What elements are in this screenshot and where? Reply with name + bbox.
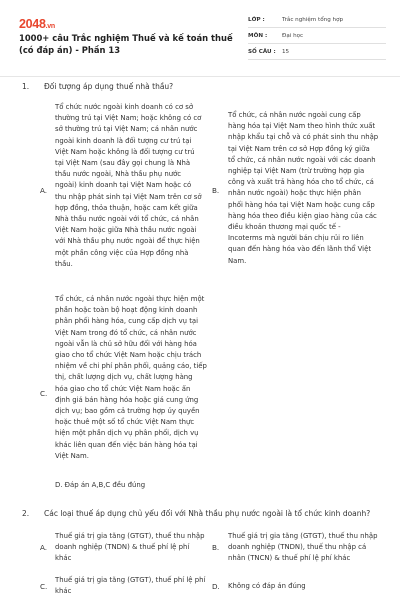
option-line: thường trú tại Việt Nam; hoặc không có cơ xyxy=(55,114,202,123)
option-line: thầu. xyxy=(55,259,73,268)
option-line: Thuế giá trị gia tăng (GTGT), thuế thu nhập xyxy=(228,532,378,540)
option-line: khác xyxy=(55,587,72,596)
option-line: định giá bán hàng hóa hoặc giá cung ứng xyxy=(55,395,199,404)
option-line: Thuế giá trị gia tăng (GTGT), thuế phí lệ phí xyxy=(55,576,206,584)
option-line: doanh nghiệp (TNDN) & thuế phí lệ phí xyxy=(55,543,190,552)
option-line: tại Việt Nam (sau đây gọi chung là Nhà xyxy=(55,159,191,168)
option-line: Việt Nam trong đó tổ chức, cá nhân nước xyxy=(55,328,197,337)
option-b-letter: B. xyxy=(212,543,220,552)
option-line: nghiệp tại Việt Nam (trừ trường hợp gia xyxy=(228,167,365,176)
option-line: thu nhập phát sinh tại Việt Nam trên cơ sở xyxy=(55,192,202,201)
option-line: nhập khẩu tại chỗ và có phát sinh thu nhập xyxy=(228,133,379,142)
option-line: tổ chức, cá nhân nước ngoài với các doanh xyxy=(228,155,376,164)
option-line: điều khoản thương mại quốc tế - xyxy=(228,223,341,232)
option-d-letter: D. xyxy=(212,582,220,591)
meta-row-count xyxy=(248,44,386,60)
option-line: khác liên quan đến việc bán hàng hóa tại xyxy=(55,440,198,449)
option-line: hiện một phần dịch vụ phân phối, dịch vụ xyxy=(55,429,199,438)
option-line: Thuế giá trị gia tăng (GTGT), thuế thu nhập xyxy=(55,532,205,540)
option-line: khác xyxy=(55,554,72,563)
logo-text: 2048 xyxy=(19,17,46,31)
option-line: nhân nước ngoài) hoặc thực hiện phân xyxy=(228,189,362,198)
document-title: 1000+ câu Trắc nghiệm Thuế và kế toán thuế (có đáp án) - Phần 13 xyxy=(19,33,233,55)
meta-key: LỚP : xyxy=(248,16,265,23)
option-line: thầu nước ngoài, Nhà thầu phụ nước xyxy=(55,170,182,179)
option-c-letter: C. xyxy=(40,389,48,398)
option-line: Việt Nam hoặc không là đối tượng cư trú xyxy=(55,147,195,156)
option-line: dịch vụ; bao gồm cả trường hợp ủy quyền xyxy=(55,407,200,416)
option-d[interactable]: D. Đáp án A,B,C đều đúng xyxy=(55,481,146,489)
option-line: Tổ chức, cá nhân nước ngoài cung cấp xyxy=(228,111,361,119)
option-b[interactable] xyxy=(228,531,377,565)
option-line: Tổ chức nước ngoài kinh doanh có cơ sở xyxy=(55,103,194,111)
option-line: hóa giao cho tổ chức Việt Nam hoặc ấn xyxy=(55,384,191,393)
option-line: công và xuất trả hàng hóa cho tổ chức, cá xyxy=(228,178,374,187)
option-line: Việt Nam. xyxy=(55,451,89,460)
option-line: thị, chất lượng dịch vụ, chất lượng hàng xyxy=(55,373,193,382)
option-line: Việt Nam hoặc giữa Nhà thầu nước ngoài xyxy=(55,226,197,235)
option-line: ngoài kinh doanh là đối tượng cư trú tại xyxy=(55,136,192,145)
option-line: phối hàng hóa tại Việt Nam hoặc cung cấp xyxy=(228,200,375,209)
question-number: 1. xyxy=(22,82,30,91)
page-header xyxy=(0,0,400,76)
option-c-letter: C. xyxy=(40,582,48,591)
option-line: sở thường trú tại Việt Nam; cá nhân nước xyxy=(55,125,198,134)
option-line: doanh nghiệp (TNDN), thuế thu nhập cá xyxy=(228,543,367,552)
meta-value: Đại học xyxy=(282,32,304,39)
option-line: ngoài vẫn là chủ sở hữu đối với hàng hóa xyxy=(55,339,197,348)
option-line: với Nhà thầu phụ nước ngoài để thực hiện xyxy=(55,237,200,246)
logo-suffix: .vn xyxy=(45,23,55,30)
option-b-letter: B. xyxy=(212,186,220,195)
option-line: nhiệm về chi phí phân phối, quảng cáo, tiếp xyxy=(55,362,207,371)
option-line: Nhà thầu nước ngoài với tổ chức, cá nhân xyxy=(55,215,199,224)
option-line: hàng hóa tại Việt Nam theo hình thức xuất xyxy=(228,122,376,131)
option-a[interactable] xyxy=(55,531,204,565)
option-line: một phần công việc của Hợp đồng nhà xyxy=(55,248,189,257)
option-line: Tổ chức, cá nhân nước ngoài thực hiện một xyxy=(55,295,205,303)
option-line: hàng hóa theo điều kiện giao hàng của các xyxy=(228,211,377,220)
option-a[interactable] xyxy=(55,102,202,270)
meta-key: SỐ CÂU : xyxy=(248,48,276,55)
option-b[interactable] xyxy=(228,110,378,267)
option-a-letter: A. xyxy=(40,543,48,552)
option-line: tại Việt Nam trên cơ sở Hợp đồng ký giữa xyxy=(228,144,370,153)
meta-row-class xyxy=(248,12,386,28)
option-line: ngoài) kinh doanh tại Việt Nam hoặc có xyxy=(55,181,192,190)
question-text: Đối tượng áp dụng thuế nhà thầu? xyxy=(44,82,174,91)
header-divider xyxy=(0,76,400,77)
meta-row-subject xyxy=(248,28,386,44)
option-line: giao cho tổ chức Việt Nam hoặc chịu trách xyxy=(55,351,202,360)
meta-value: Trắc nghiệm tổng hợp xyxy=(282,16,344,23)
option-line: phần hoặc toàn bộ hoạt động kinh doanh xyxy=(55,306,198,315)
option-line: quan đến hàng hóa vào đến lãnh thổ Việt xyxy=(228,245,372,254)
option-line: hợp đồng, thỏa thuận, hoặc cam kết giữa xyxy=(55,203,198,212)
document-meta xyxy=(248,12,386,60)
site-logo[interactable] xyxy=(19,17,55,31)
option-line: hoặc thuê một số tổ chức Việt Nam thực xyxy=(55,418,195,427)
option-line: Nam. xyxy=(228,256,247,265)
option-line: Incoterms mà người bán chịu rủi ro liên xyxy=(228,234,364,243)
option-d[interactable]: Không có đáp án đúng xyxy=(228,582,306,590)
question-number: 2. xyxy=(22,509,30,518)
option-c[interactable] xyxy=(55,575,205,597)
option-a-letter: A. xyxy=(40,186,48,195)
option-line: phân phối hàng hóa, cung cấp dịch vụ tại xyxy=(55,317,199,326)
option-c[interactable] xyxy=(55,294,207,462)
meta-key: MÔN : xyxy=(248,32,268,39)
question-text: Các loại thuế áp dụng chủ yếu đối với Nhà thầu phụ nước ngoài là tổ chức kinh doanh? xyxy=(44,509,371,518)
option-line: nhân (TNCN) & thuế phí lệ phí khác xyxy=(228,554,351,563)
meta-value: 15 xyxy=(282,48,290,55)
